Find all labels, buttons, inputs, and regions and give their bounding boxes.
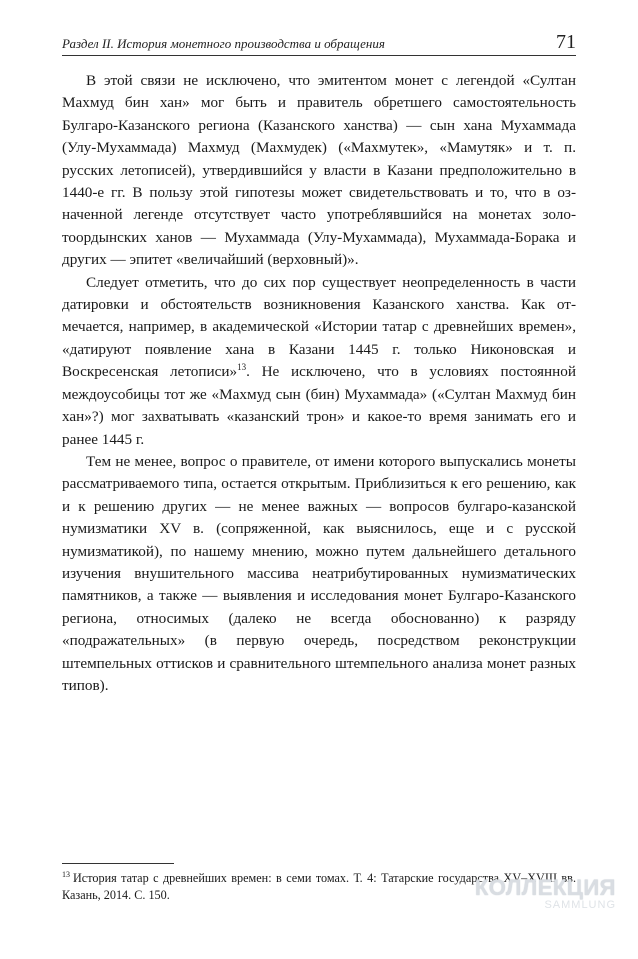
watermark-main: КОЛЛЕКЦИЯ [474, 875, 616, 900]
paragraph-2-text-b: . Не исключено, что в условиях постоянной междоусобицы тот же «Махмуд сын (бин) Мухаммада» («Султан Махмуд бин хан»?) мог захватывать «казанский трон» и какое-то время занимать его и ранее 1445 г. [62, 363, 576, 448]
header-rule [62, 55, 576, 56]
running-header [62, 30, 576, 56]
section-title: Раздел II. История монетного производства и обращения [62, 36, 385, 51]
watermark-logo [474, 875, 616, 915]
footnote-reference[interactable]: 13 [237, 362, 247, 373]
body-text [62, 70, 576, 697]
footnote-rule [62, 863, 174, 864]
footnote-text: История татар с древнейших времен: в семи томах. Т. 4: Татарские государства XV–XVIII вв. Казань, 2014. С. 150. [62, 871, 576, 902]
paragraph-1: В этой связи не исключено, что эмитентом монет с легендой «Султан Махмуд бин хан» мог быть и правитель обретшего самостоятельность Булгаро-Казанского региона (Казанского ханства) — сын хана Мухаммада (Улу-Мухаммада) Махмуд (Махмудек) («Махмутек», «Мамутяк» и т. п. русских летописей), утвердившийся у власти в Казани предположительно в 1440-е гг. В пользу этой гипотезы может свидетельствовать и то, что в означенной легенде отсутствует часто употреблявшийся на монетах золотоордынских ханов — Мухаммада (Улу-Мухаммада), Мухаммада-Борака и других — эпитет «величайший (верховный)». [62, 72, 576, 269]
paragraph-2 [62, 272, 576, 451]
footnote-mark: 13 [62, 870, 70, 879]
paragraph-2-text-a: Следует отметить, что до сих пор существует неопределенность в части датировки и обстоятельств возникновения Казанского ханства. Как отмечается, например, в академической «Истории татар с древнейших времен», «датируют появление хана в Казани 1445 г. только Никоновская и Воскресенская летописи» [62, 273, 576, 381]
watermark-sub: SAMMLUNG [544, 899, 616, 911]
paragraph-3: Тем не менее, вопрос о правителе, от имени которого выпускались монеты рассматриваемого типа, остается открытым. Приблизиться к его решению, как и к решению других — не менее важных — вопросов булгаро-казанской нумизматики XV в. (сопряженной, как выяснилось, еще и с русской нумизматикой), по нашему мнению, можно путем дальнейшего детального изучения внушительного массива неатрибутированных нумизматических памятников, а также — выявления и исследования монет Булгаро-Казанского региона, относимых (далеко не всегда обоснованно) к разряду «подражательных» (в первую очередь, посредством реконструкции штемпельных оттисков и сравнительного штемпельного анализа монет разных типов). [62, 452, 576, 694]
page-number: 71 [556, 31, 576, 53]
